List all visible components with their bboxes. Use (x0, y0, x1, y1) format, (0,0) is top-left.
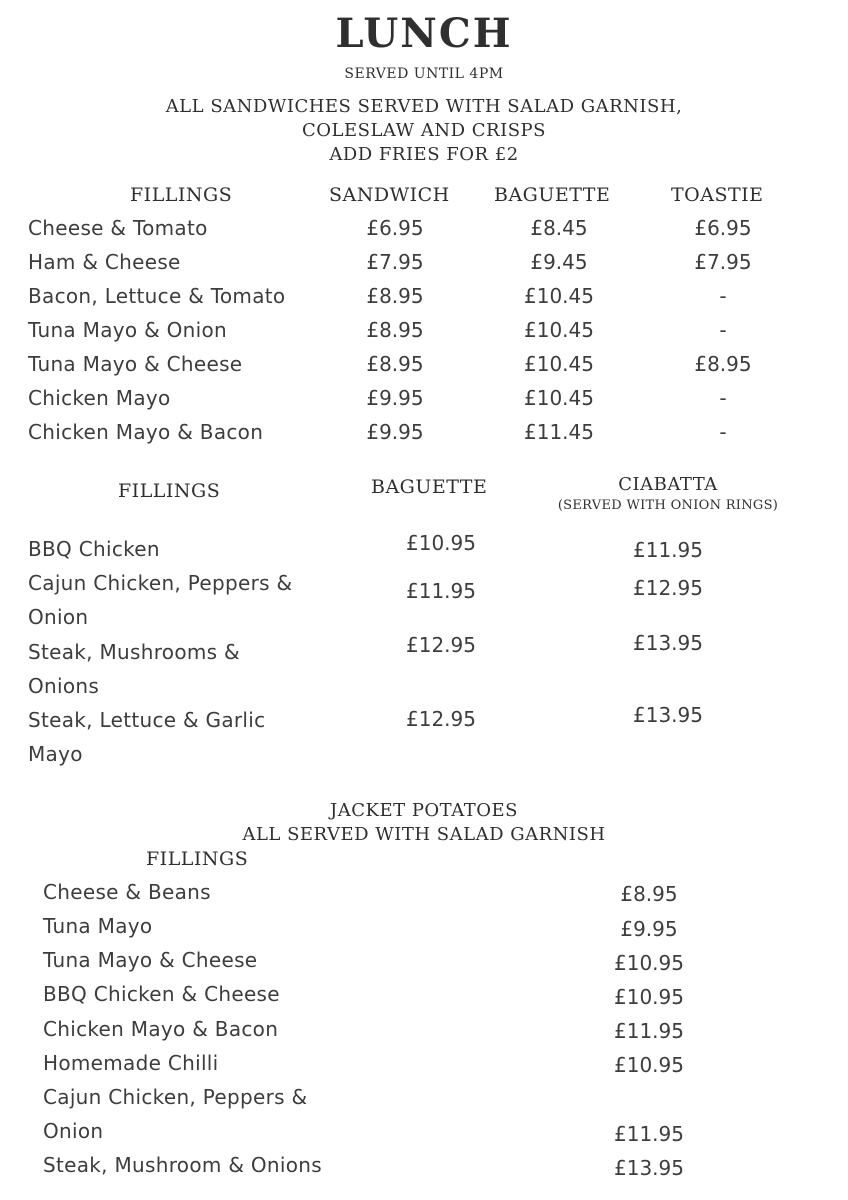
jacket-filling: BBQ Chicken & Cheese (43, 982, 280, 1006)
ciabatta-price: £12.95 (633, 576, 703, 600)
special-filling-cont: Onions (28, 674, 100, 698)
baguette-price: £10.45 (524, 284, 594, 308)
baguette-price: £10.95 (406, 531, 476, 555)
jacket-price: £9.95 (620, 917, 678, 941)
ciabatta-price: £13.95 (633, 631, 703, 655)
jacket-price: £11.95 (614, 1019, 684, 1043)
baguette-price: £11.95 (406, 579, 476, 603)
special-filling: BBQ Chicken (28, 537, 160, 561)
menu-title: LUNCH (335, 10, 513, 57)
sandwich-filling: Tuna Mayo & Onion (28, 318, 228, 342)
section-title: JACKET POTATOES (330, 800, 518, 821)
column-header-baguette: BAGUETTE (494, 184, 611, 206)
column-header-sandwich: SANDWICH (329, 184, 450, 206)
sandwich-filling: Tuna Mayo & Cheese (28, 352, 243, 376)
jacket-filling: Tuna Mayo & Cheese (43, 948, 258, 972)
sandwich-filling: Bacon, Lettuce & Tomato (28, 284, 286, 308)
toastie-price: £8.95 (694, 352, 752, 376)
sandwich-filling: Chicken Mayo & Bacon (28, 420, 264, 444)
jacket-price: £13.95 (614, 1156, 684, 1180)
menu-note-line: ALL SANDWICHES SERVED WITH SALAD GARNISH, (165, 96, 683, 117)
baguette-price: £9.45 (530, 250, 588, 274)
column-header-fillings: FILLINGS (118, 480, 221, 502)
sandwich-price: £8.95 (366, 284, 424, 308)
jacket-filling: Chicken Mayo & Bacon (43, 1017, 279, 1041)
jacket-filling: Tuna Mayo (43, 914, 153, 938)
baguette-price: £8.45 (530, 216, 588, 240)
column-header-baguette: BAGUETTE (371, 476, 488, 498)
toastie-price: £7.95 (694, 250, 752, 274)
baguette-price: £12.95 (406, 707, 476, 731)
menu-note-line: ADD FRIES FOR £2 (329, 144, 519, 165)
jacket-price: £10.95 (614, 985, 684, 1009)
menu-note-line: COLESLAW AND CRISPS (301, 120, 546, 141)
sandwich-filling: Cheese & Tomato (28, 216, 208, 240)
jacket-filling: Homemade Chilli (43, 1051, 219, 1075)
jacket-filling: Cajun Chicken, Peppers & (43, 1085, 308, 1109)
toastie-price: - (719, 318, 727, 342)
sandwich-price: £7.95 (366, 250, 424, 274)
column-header-fillings: FILLINGS (130, 184, 233, 206)
toastie-price: - (719, 386, 727, 410)
sandwich-price: £9.95 (366, 420, 424, 444)
column-header-ciabatta: CIABATTA (618, 474, 718, 495)
baguette-price: £11.45 (524, 420, 594, 444)
toastie-price: - (719, 284, 727, 308)
jacket-price: £11.95 (614, 1122, 684, 1146)
special-filling-cont: Mayo (28, 742, 83, 766)
special-filling: Cajun Chicken, Peppers & (28, 571, 293, 595)
jacket-price: £8.95 (620, 882, 678, 906)
sandwich-price: £9.95 (366, 386, 424, 410)
toastie-price: £6.95 (694, 216, 752, 240)
baguette-price: £10.45 (524, 318, 594, 342)
special-filling: Steak, Lettuce & Garlic (28, 708, 266, 732)
sandwich-filling: Ham & Cheese (28, 250, 181, 274)
jacket-price: £10.95 (614, 951, 684, 975)
special-filling-cont: Onion (28, 605, 89, 629)
ciabatta-note: (SERVED WITH ONION RINGS) (557, 498, 779, 513)
column-header-fillings: FILLINGS (146, 848, 249, 870)
jacket-filling: Cheese & Beans (43, 880, 211, 904)
column-header-toastie: TOASTIE (671, 184, 764, 206)
menu-subtitle: SERVED UNTIL 4PM (344, 66, 504, 82)
special-filling: Steak, Mushrooms & (28, 640, 240, 664)
baguette-price: £10.45 (524, 352, 594, 376)
ciabatta-price: £11.95 (633, 538, 703, 562)
toastie-price: - (719, 420, 727, 444)
baguette-price: £12.95 (406, 633, 476, 657)
section-subtitle: ALL SERVED WITH SALAD GARNISH (242, 824, 606, 845)
sandwich-price: £8.95 (366, 352, 424, 376)
sandwich-price: £6.95 (366, 216, 424, 240)
jacket-price: £10.95 (614, 1053, 684, 1077)
jacket-filling-cont: Onion (43, 1119, 104, 1143)
sandwich-filling: Chicken Mayo (28, 386, 171, 410)
ciabatta-price: £13.95 (633, 703, 703, 727)
sandwich-price: £8.95 (366, 318, 424, 342)
baguette-price: £10.45 (524, 386, 594, 410)
jacket-filling: Steak, Mushroom & Onions (43, 1153, 322, 1177)
